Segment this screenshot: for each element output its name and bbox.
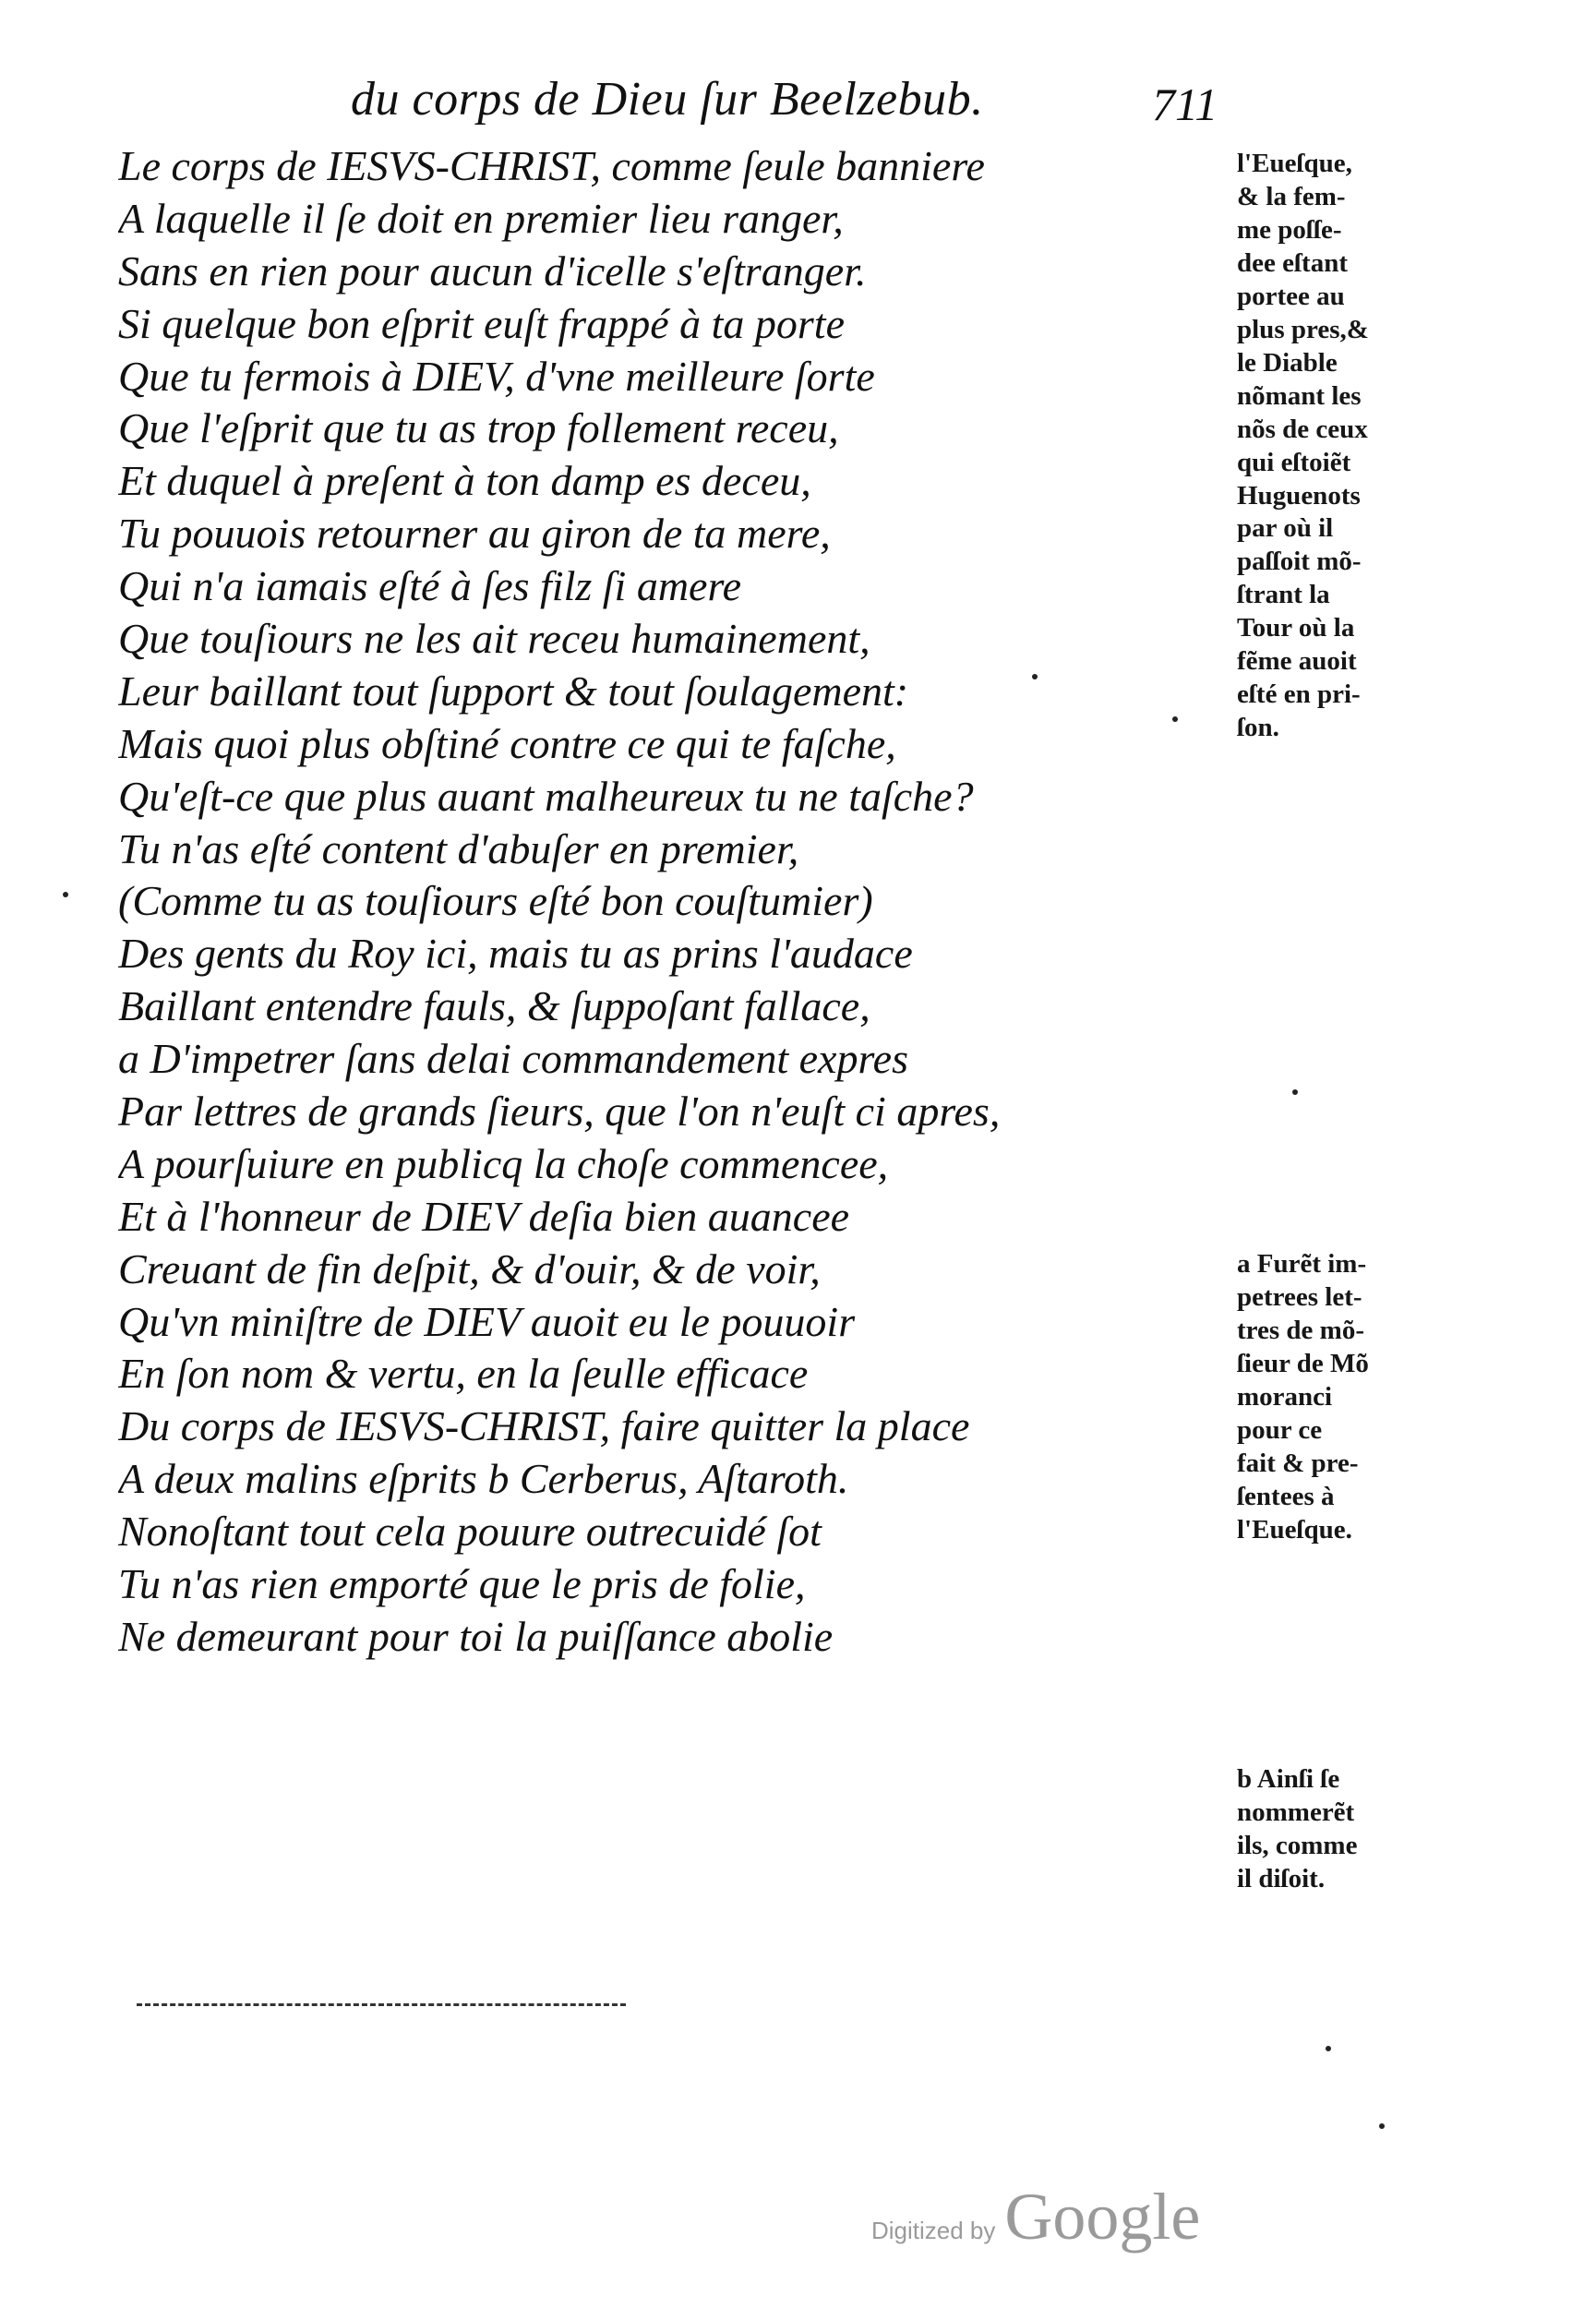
note-line: l'Eueſque, [1237, 149, 1352, 178]
note-line: portee au [1237, 281, 1345, 311]
note-line: par où il [1237, 513, 1334, 544]
note-line: tres de mõ- [1237, 1315, 1364, 1345]
verse-line: Et duquel à preſent à ton damp es deceu, [118, 457, 811, 505]
verse-line: Tu n'as eſté content d'abuſer en premier, [118, 824, 799, 872]
closing-rule [137, 2003, 626, 2006]
note-line: petrees let- [1237, 1281, 1362, 1312]
verse-line: Mais quoi plus obſtiné contre ce qui te faſche, [118, 719, 896, 767]
note-line: a Furẽt im- [1237, 1249, 1367, 1279]
ink-speck [63, 892, 68, 897]
verse-line: Creuant de fin deſpit, & d'ouir, & de voir, [118, 1244, 821, 1292]
digitized-by-label: Digitized by [871, 2217, 996, 2244]
verse-line: Le corps de IESVS-CHRIST, comme ſeule banniere [118, 142, 985, 189]
verse-line: Qu'eſt-ce que plus auant malheureux tu ne taſche? [118, 772, 974, 820]
ink-speck [1172, 716, 1178, 722]
note-line: b Ainſi ſe [1237, 1764, 1340, 1794]
verse-line: a D'impetrer ſans delai commandement expres [118, 1035, 908, 1083]
note-line: fait & pre- [1237, 1448, 1359, 1478]
note-line: pour ce [1237, 1414, 1323, 1445]
verse-line: Tu n'as rien emporté que le pris de folie, [118, 1560, 806, 1608]
verse-line: Tu pouuois retourner au giron de ta mere, [118, 510, 831, 558]
ink-speck [1379, 2123, 1385, 2129]
verse-line: Ne demeurant pour toi la puiſſance abolie [118, 1612, 834, 1660]
verse-line: A laquelle il ſe doit en premier lieu ranger, [118, 194, 844, 242]
verse-line: Nonoſtant tout cela pouure outrecuidé ſot [118, 1508, 822, 1556]
verse-line: Sans en rien pour aucun d'icelle s'eſtranger. [118, 246, 867, 295]
note-line: plus pres,& [1237, 314, 1369, 344]
note-line: paſſoit mõ- [1237, 547, 1362, 577]
page-number: 711 [1152, 78, 1218, 130]
verse-line: En ſon nom & vertu, en la ſeulle efficace [118, 1350, 809, 1398]
verse-line: Par lettres de grands ſieurs, que l'on n'euſt ci apres, [118, 1088, 1001, 1136]
note-line: qui eſtoiẽt [1237, 447, 1351, 477]
note-line: nommerẽt [1237, 1797, 1355, 1827]
verse-line: Et à l'honneur de DIEV deſia bien auancee [118, 1192, 850, 1240]
margin-note-names [1237, 1763, 1426, 1896]
verse-line: Que tu fermois à DIEV, d'vne meilleure ſorte [118, 352, 875, 400]
note-line: nõs de ceux [1237, 414, 1368, 444]
verse-line: Que touſiours ne les ait receu humainement, [118, 615, 870, 663]
verse-line: Qui n'a iamais eſté à ſes filz ſi amere [118, 562, 742, 610]
verse-line: Que l'eſprit que tu as trop follement receu, [118, 404, 839, 452]
note-line: dee eſtant [1237, 247, 1348, 278]
note-line: Huguenots [1237, 480, 1361, 511]
verse-line: Du corps de IESVS-CHRIST, faire quitter la place [118, 1402, 970, 1450]
note-line: moranci [1237, 1381, 1333, 1412]
verse-line: Des gents du Roy ici, mais tu as prins l'audace [118, 930, 913, 978]
note-line: nõmant les [1237, 380, 1362, 411]
note-line: l'Eueſque. [1237, 1514, 1352, 1545]
ink-speck [1292, 1089, 1298, 1095]
note-line: le Diable [1237, 347, 1338, 378]
note-line: ſentees à [1237, 1481, 1335, 1511]
note-line: ſtrant la [1237, 580, 1330, 610]
note-line: me poſſe- [1237, 214, 1342, 245]
note-line: fẽme auoit [1237, 646, 1357, 677]
verse-text [118, 140, 1217, 1664]
note-line: il diſoit. [1237, 1863, 1326, 1893]
verse-line: A deux malins eſprits b Cerberus, Aſtaroth. [118, 1455, 849, 1503]
note-line: ſon. [1237, 713, 1279, 743]
margin-note-bishop [1237, 148, 1426, 745]
digitized-watermark [871, 2179, 1200, 2255]
margin-note-letters [1237, 1248, 1426, 1547]
note-line: & la fem- [1237, 181, 1346, 211]
ink-speck [1326, 2046, 1331, 2051]
running-header: du corps de Dieu ſur Beelzebub. [351, 73, 984, 126]
note-line: ſieur de Mõ [1237, 1348, 1369, 1378]
google-logo: Google [1004, 2180, 1201, 2254]
verse-line: Leur baillant tout ſupport & tout ſoulagement: [118, 667, 909, 715]
note-line: Tour où la [1237, 613, 1355, 643]
note-line: eſté en pri- [1237, 679, 1361, 710]
verse-line: (Comme tu as touſiours eſté bon couſtumier) [118, 877, 873, 925]
verse-line: A pourſuiure en publicq la choſe commencee, [118, 1139, 889, 1187]
note-line: ils, comme [1237, 1830, 1358, 1860]
verse-line: Qu'vn miniſtre de DIEV auoit eu le pouuoir [118, 1297, 856, 1345]
verse-line: Si quelque bon eſprit euſt frappé à ta porte [118, 299, 846, 347]
verse-line: Baillant entendre fauls, & ſuppoſant fallace, [118, 982, 870, 1030]
ink-speck [1032, 674, 1038, 679]
